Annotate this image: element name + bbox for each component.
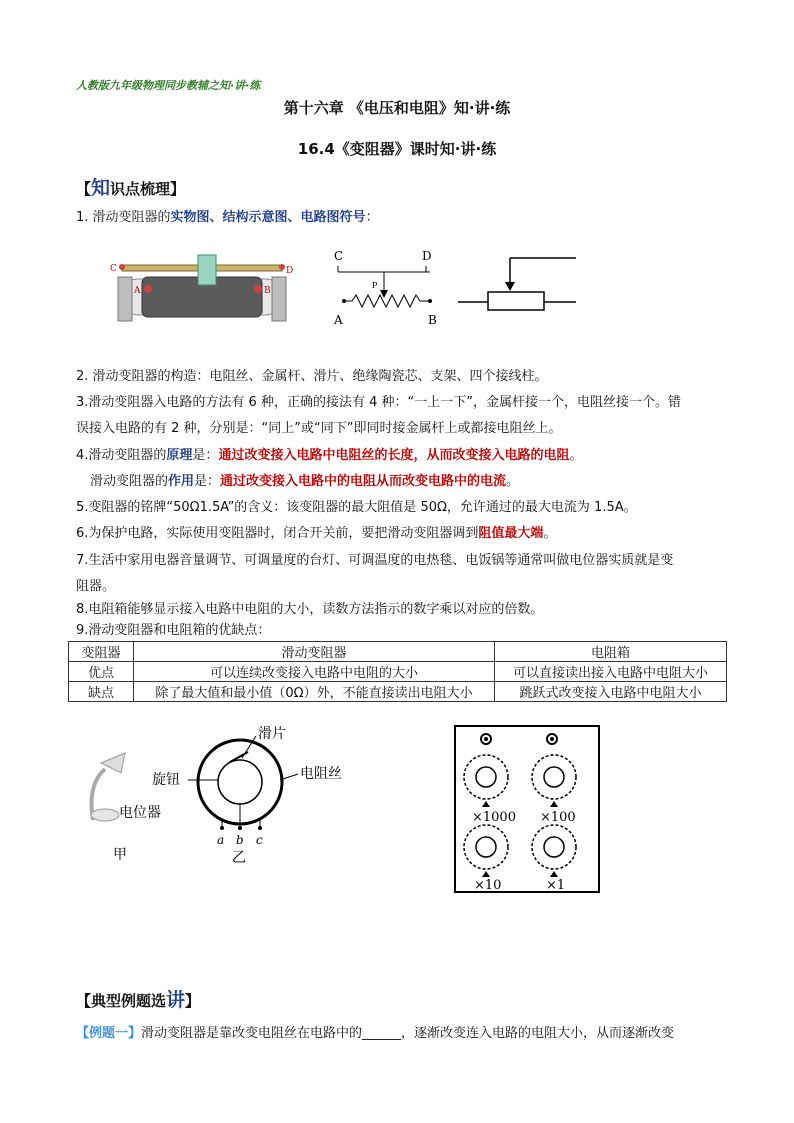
- point-6: 6.为保护电路，实际使用变阻器时，闭合开关前，要把滑动变阻器调到阻值最大端。: [76, 526, 557, 541]
- example-1-label: 【例题一】: [76, 1026, 142, 1041]
- figure-yi-label: 乙: [232, 850, 246, 866]
- table-cell: 除了最大值和最小值（0Ω）外，不能直接读出电阻大小: [134, 682, 495, 702]
- rheostat-drawing: [108, 247, 298, 327]
- point-9: 9.滑动变阻器和电阻箱的优缺点：: [76, 623, 271, 638]
- point-5: 5.变阻器的铭牌“50Ω1.5A”的含义：该变阻器的最大阻值是 50Ω，允许通过的最大电流为 1.5A。: [76, 500, 637, 515]
- multiplier-1-label: ×1: [546, 878, 566, 893]
- circuit-symbol: [458, 254, 583, 314]
- section-title: 16.4《变阻器》课时知·讲·练: [297, 140, 497, 158]
- heading-bracket: 【: [76, 180, 92, 198]
- slider-label: 滑片: [258, 726, 286, 742]
- schematic-label-p: P: [372, 281, 378, 290]
- point-4-function: 滑动变阻器的作用是：通过改变接入电路中的电阻从而改变电路中的电流。: [90, 474, 520, 489]
- point-2: 2. 滑动变阻器的构造：电阻丝、金属杆、滑片、绝缘陶瓷芯、支架、四个接线柱。: [76, 369, 548, 384]
- rheostat-label-d: D: [286, 266, 294, 276]
- heading-rest: 识点梳理】: [110, 180, 186, 198]
- table-cell: 可以直接读出接入电路中电阻大小: [495, 662, 727, 682]
- point-4-principle: 4.滑动变阻器的原理是：通过改变接入电路中电阻丝的长度，从而改变接入电路的电阻。: [76, 448, 583, 463]
- schematic-label-c: C: [334, 249, 344, 263]
- example-1: [76, 1023, 736, 1045]
- table-header-cell: 变阻器: [69, 642, 134, 662]
- rheostat-label-b: B: [264, 286, 271, 296]
- rheostat-label-a: A: [134, 286, 141, 296]
- table-row: [69, 662, 727, 682]
- chapter-title: 第十六章 《电压和电阻》知·讲·练: [283, 99, 511, 117]
- rheostat-label-c: C: [110, 264, 117, 274]
- schematic-label-d: D: [422, 249, 432, 263]
- point-7-line-2: 阻器。: [76, 579, 116, 594]
- device-label: 电位器: [119, 805, 161, 821]
- schematic-label-a: A: [334, 313, 343, 327]
- knowledge-heading: [76, 173, 185, 200]
- potentiometer-diagram: [150, 722, 360, 867]
- heading-big-char: 知: [91, 177, 111, 199]
- structure-schematic: [330, 246, 445, 331]
- figure-jia-label: 甲: [113, 847, 127, 863]
- point-1: 1. 滑动变阻器的实物图、结构示意图、电路图符号：: [76, 210, 379, 225]
- table-cell: 跳跃式改变接入电路中电阻大小: [495, 682, 727, 702]
- table-row: [69, 682, 727, 702]
- point-7-line-1: 7.生活中家用电器音量调节、可调量度的台灯、可调温度的电热毯、电饭锅等通常叫做电位器实质就是变: [76, 553, 674, 568]
- multiplier-1000-label: ×1000: [472, 810, 516, 825]
- table-cell: 缺点: [69, 682, 134, 702]
- multiplier-10-label: ×10: [474, 878, 502, 893]
- table-cell: 可以连续改变接入电路中电阻的大小: [134, 662, 495, 682]
- document-tag: 人教版九年级物理同步教辅之知·讲·练: [76, 79, 261, 92]
- example-1-text: 滑动变阻器是靠改变电阻丝在电路中的______，逐渐改变连入电路的电阻大小，从而逐渐改变: [141, 1026, 675, 1041]
- table-header-cell: 滑动变阻器: [134, 642, 495, 662]
- comparison-table: [68, 641, 727, 702]
- point-3-line-2: 误接入电路的有 2 种，分别是：“同上”或“同下”即同时接金属杆上或都接电阻丝上。: [76, 421, 562, 436]
- examples-heading: 【典型例题选讲】: [76, 989, 201, 1011]
- terminal-a-label: a: [217, 833, 225, 847]
- resistance-box: [454, 725, 600, 895]
- table-header-cell: 电阻箱: [495, 642, 727, 662]
- knob-label: 旋钮: [152, 772, 180, 788]
- schematic-label-b: B: [428, 313, 437, 327]
- terminal-b-label: b: [236, 833, 244, 847]
- terminal-c-label: c: [256, 833, 263, 847]
- table-cell: 优点: [69, 662, 134, 682]
- table-header-row: [69, 642, 727, 662]
- point-8: 8.电阻箱能够显示接入电路中电阻的大小，读数方法指示的数字乘以对应的倍数。: [76, 602, 544, 617]
- multiplier-100-label: ×100: [540, 810, 576, 825]
- heading-big-char: 讲: [166, 989, 186, 1011]
- point-3-line-1: 3.滑动变阻器入电路的方法有 6 种，正确的接法有 4 种：“一上一下”，金属杆接一个，电阻丝接一个。错: [76, 395, 681, 410]
- resistance-wire-label: 电阻丝: [300, 766, 342, 782]
